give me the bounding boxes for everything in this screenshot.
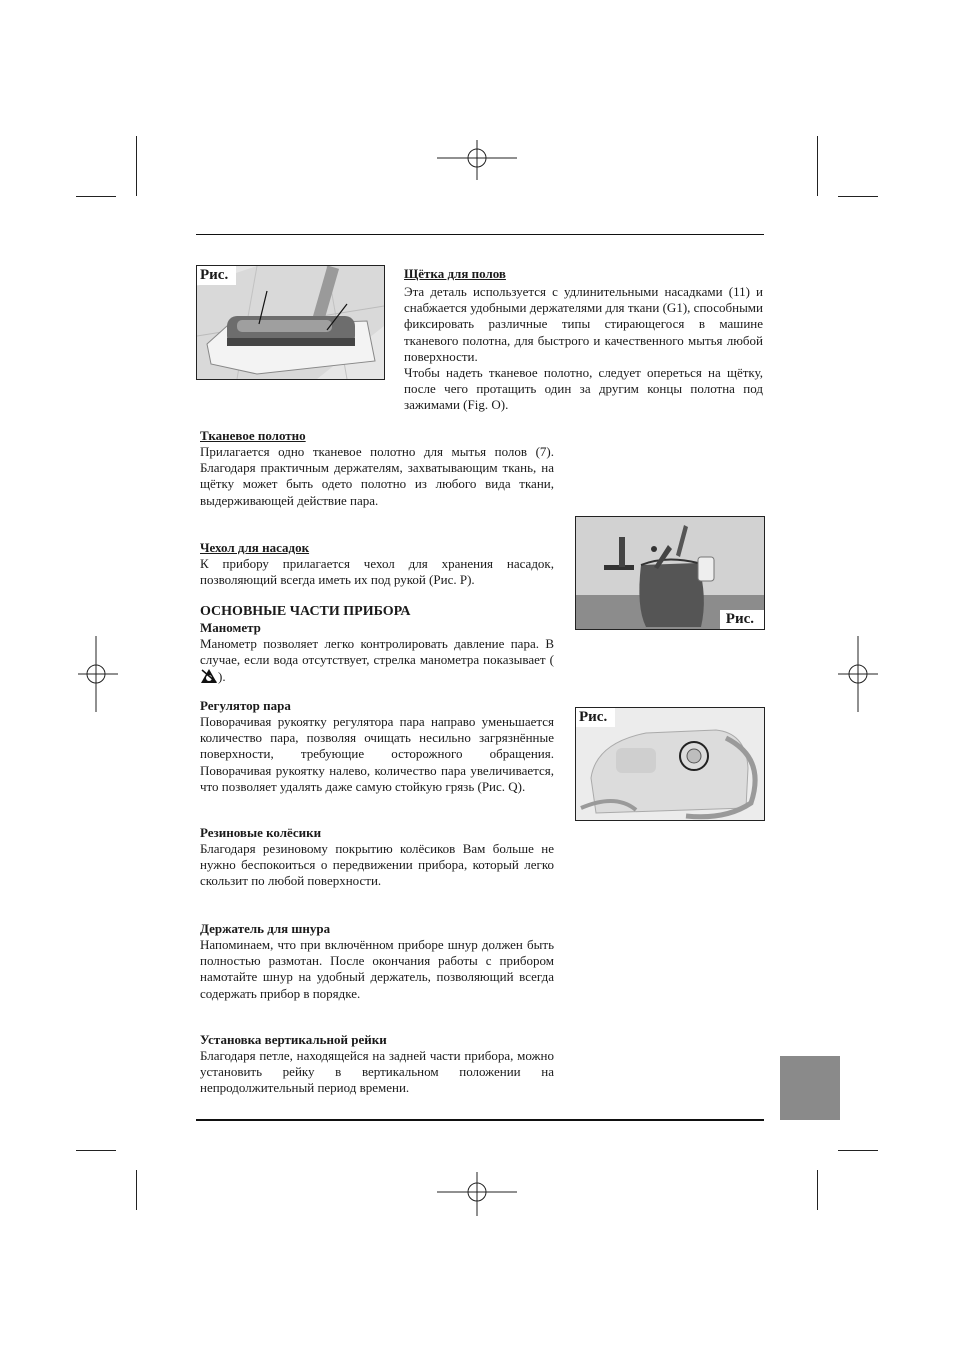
cloth-heading: Тканевое полотно bbox=[200, 428, 306, 443]
section-floor-brush bbox=[404, 266, 763, 414]
fig-bag-label: Рис. bbox=[720, 610, 764, 629]
section-cloth bbox=[200, 428, 554, 509]
cord-holder-text: Напоминаем, что при включённом приборе шнур должен быть полностью размотан. После окончания работы с прибором намотайте шнур на удобный держатель, позволяющий всегда содержать прибор в порядке. bbox=[200, 937, 554, 1001]
section-cover bbox=[200, 540, 554, 588]
manometer-text bbox=[200, 636, 554, 686]
figure-accessory-bag bbox=[575, 516, 765, 630]
registration-mark-bottom bbox=[437, 1172, 517, 1216]
section-wheels bbox=[200, 825, 554, 890]
registration-mark-left bbox=[78, 636, 118, 712]
vertical-text: Благодаря петле, находящейся на задней части прибора, можно установить рейку в вертикальном положении на непродолжительный период времени. bbox=[200, 1048, 554, 1096]
registration-mark-right bbox=[838, 636, 878, 712]
section-main-parts bbox=[200, 603, 554, 686]
cover-text: К прибору прилагается чехол для хранения насадок, позволяющий всегда иметь их под рукой (Рис. P). bbox=[200, 556, 554, 588]
manometer-text-before: Манометр позволяет легко контролировать давление пара. В случае, если вода отсутствует, стрелка манометра показывает ( bbox=[200, 636, 554, 668]
wheels-heading: Резиновые колёсики bbox=[200, 825, 322, 840]
section-vertical bbox=[200, 1032, 554, 1097]
registration-mark-top bbox=[437, 140, 517, 180]
vertical-heading: Установка вертикальной рейки bbox=[200, 1032, 387, 1047]
main-parts-heading: ОСНОВНЫЕ ЧАСТИ ПРИБОРА bbox=[200, 604, 411, 619]
figure-steam-regulator bbox=[575, 707, 765, 821]
figure-floor-brush bbox=[196, 265, 385, 380]
cover-heading: Чехол для насадок bbox=[200, 540, 310, 555]
floor-brush-text2: Чтобы надеть тканевое полотно, следует опереться на щётку, после чего протащить один за другим концы полотна под зажимами (Fig. O). bbox=[404, 365, 763, 413]
wheels-text: Благодаря резиновому покрытию колёсиков Вам больше не нужно беспокоиться о передвижении прибора, который легко скользит по любой поверхности. bbox=[200, 841, 554, 889]
no-water-icon bbox=[200, 668, 218, 684]
section-regulator bbox=[200, 698, 554, 795]
manometer-heading: Манометр bbox=[200, 620, 261, 635]
fig-regulator-label: Рис. bbox=[576, 708, 615, 727]
floor-brush-heading: Щётка для полов bbox=[404, 266, 506, 281]
regulator-heading: Регулятор пара bbox=[200, 698, 291, 713]
manometer-text-after: ). bbox=[218, 669, 226, 685]
cloth-text: Прилагается одно тканевое полотно для мытья полов (7). Благодаря практичным держателям, захватывающим ткань, на щётку может быть одето полотно из любого вида ткани, выдерживающей действие пара. bbox=[200, 444, 554, 508]
section-cord-holder bbox=[200, 921, 554, 1002]
floor-brush-text: Эта деталь используется с удлинительными насадками (11) и снабжается удобными держателями для ткани (G1), способными фиксировать различные типы стирающегося в машине тканевого полотна, для быстрого и качественного мытья любой поверхности. bbox=[404, 284, 763, 364]
bottom-rule bbox=[196, 1119, 764, 1121]
regulator-text: Поворачивая рукоятку регулятора пара направо уменьшается количество пара, позволяя очищать несильно загрязнённые поверхности, требующие осторожного обращения. Поворачивая рукоятку налево, количество пара увеличивается, что позволяет удалять даже самую стойкую грязь (Рис. Q). bbox=[200, 714, 554, 794]
fig-brush-label: Рис. bbox=[197, 266, 236, 285]
section-tab bbox=[780, 1056, 840, 1120]
cord-holder-heading: Держатель для шнура bbox=[200, 921, 331, 936]
top-rule bbox=[196, 234, 764, 235]
